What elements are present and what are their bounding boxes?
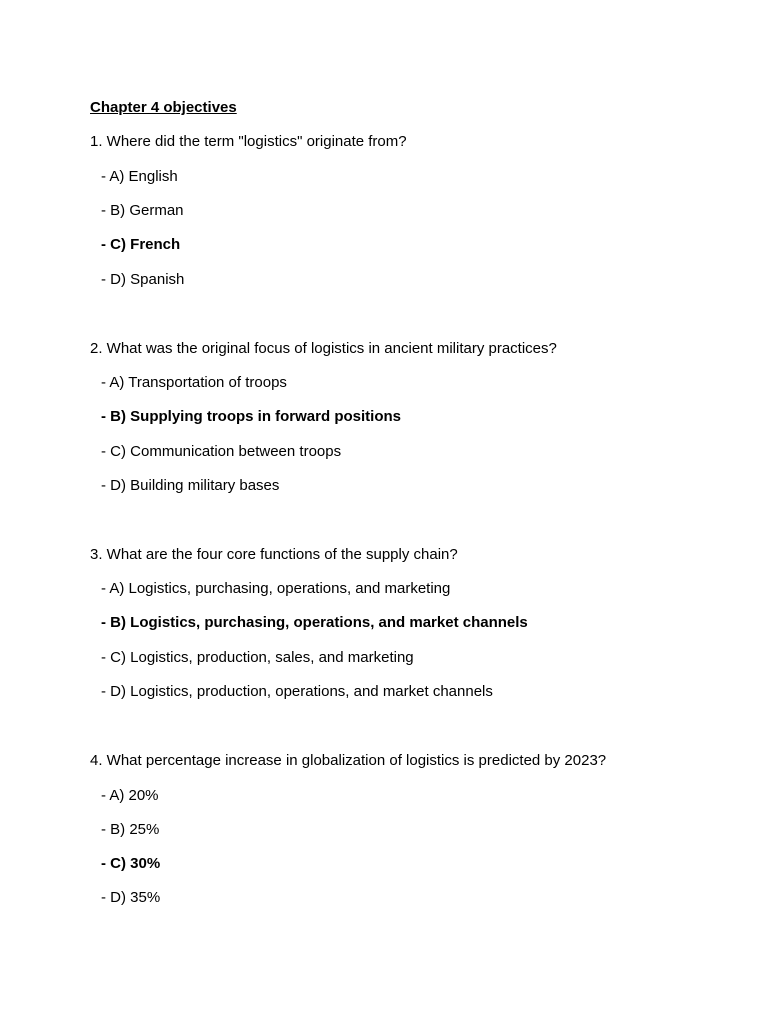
question-3: 3. What are the four core functions of the supply chain?	[90, 546, 458, 563]
question-3-option-b: - B) Logistics, purchasing, operations, and market channels	[101, 614, 528, 631]
question-2-option-d: - D) Building military bases	[101, 477, 280, 494]
question-2-option-c: - C) Communication between troops	[101, 443, 342, 460]
question-4-option-b: - B) 25%	[101, 821, 160, 838]
question-4-option-d: - D) 35%	[101, 889, 161, 906]
question-1-option-a: - A) English	[101, 168, 178, 185]
question-4-option-a: - A) 20%	[101, 787, 159, 804]
question-4-option-c: - C) 30%	[101, 855, 161, 872]
question-2: 2. What was the original focus of logistics in ancient military practices?	[90, 340, 557, 357]
page-title: Chapter 4 objectives	[90, 99, 237, 116]
question-3-option-a: - A) Logistics, purchasing, operations, and marketing	[101, 580, 451, 597]
question-3-option-d: - D) Logistics, production, operations, and market channels	[101, 683, 493, 700]
question-1-option-d: - D) Spanish	[101, 271, 185, 288]
question-1-option-b: - B) German	[101, 202, 184, 219]
question-1: 1. Where did the term "logistics" originate from?	[90, 133, 407, 150]
question-2-option-a: - A) Transportation of troops	[101, 374, 287, 391]
question-4: 4. What percentage increase in globalization of logistics is predicted by 2023?	[90, 752, 607, 769]
question-3-option-c: - C) Logistics, production, sales, and marketing	[101, 649, 414, 666]
question-2-option-b: - B) Supplying troops in forward positions	[101, 408, 401, 425]
question-1-option-c: - C) French	[101, 236, 181, 253]
